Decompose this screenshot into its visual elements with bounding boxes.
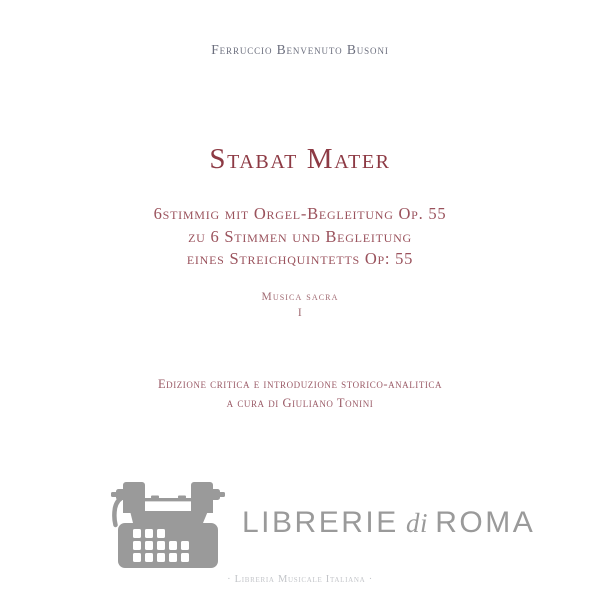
publisher-name: · Libreria Musicale Italiana · [227,574,373,585]
subtitle-line-2: zu 6 Stimmen und Begleitung [188,226,412,246]
subtitle-block [0,203,600,271]
subtitle-line-1: 6stimmig mit Orgel-Begleitung Op. 55 [153,204,447,223]
series-number: I [297,307,303,319]
typewriter-icon [108,476,228,572]
series-block [0,289,600,322]
credits-line-2: a cura di Giuliano Tonini [226,396,374,410]
credits-block [0,375,600,413]
subtitle-line-3: eines Streichquintetts Op: 55 [186,249,414,268]
series-name: Musica sacra [261,291,339,303]
watermark-logo [108,476,536,572]
credits-line-1: Edizione critica e introduzione storico-analitica [157,377,443,391]
author-name: Ferruccio Benvenuto Busoni [211,42,389,57]
watermark-text-roma: ROMA [435,506,536,539]
watermark-text [242,508,535,540]
watermark-text-librerie: LIBRERIE [242,506,399,539]
page-title: Stabat Mater [209,143,391,175]
watermark-text-di: di [398,508,436,538]
